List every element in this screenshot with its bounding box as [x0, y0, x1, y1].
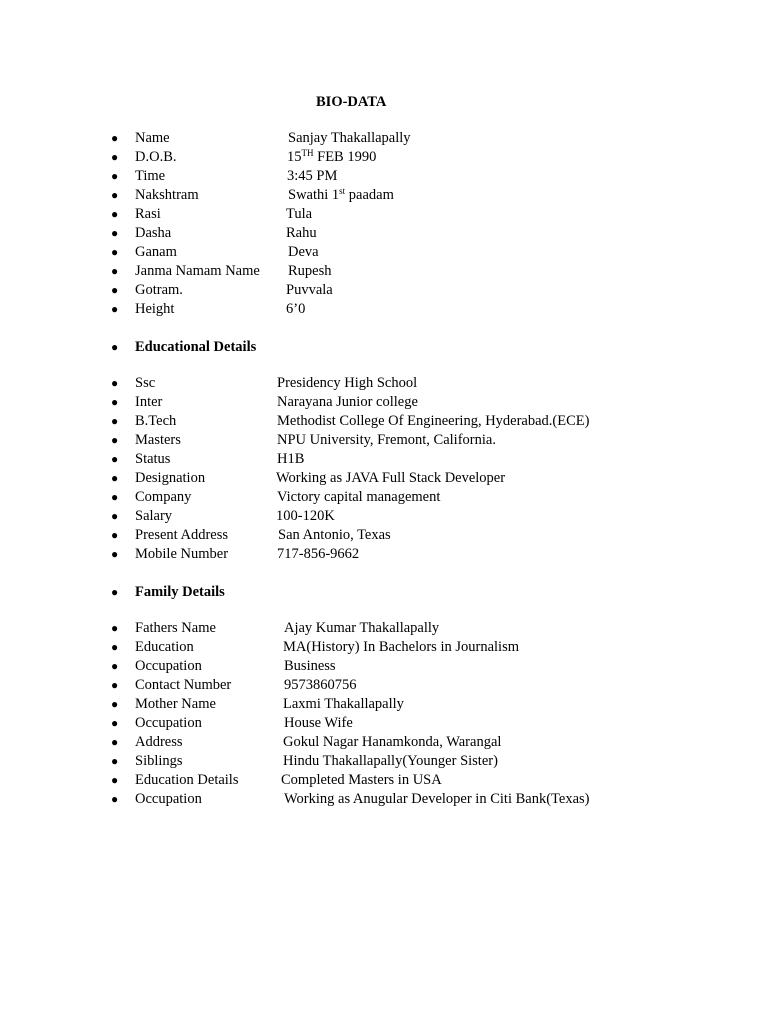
bullet-icon: ● [111, 188, 119, 202]
field-label: Designation [135, 470, 206, 486]
field-value: San Antonio, Texas [278, 527, 391, 543]
field-label: Occupation [135, 658, 202, 674]
field-value: Rahu [286, 225, 317, 241]
bullet-icon: ● [111, 264, 119, 278]
field-value: Victory capital management [277, 489, 441, 505]
field-label: Height [135, 301, 175, 317]
field-label: Occupation [135, 791, 202, 807]
bullet-icon: ● [111, 735, 119, 749]
field-label: Ssc [135, 375, 156, 391]
field-label: Education Details [135, 772, 239, 788]
bullet-icon: ● [111, 547, 119, 561]
bullet-icon: ● [111, 340, 119, 354]
bullet-icon: ● [111, 773, 119, 787]
field-value: 15TH FEB 1990 [287, 148, 377, 165]
bullet-icon: ● [111, 452, 119, 466]
field-value: Deva [288, 244, 319, 260]
field-value: MA(History) In Bachelors in Journalism [283, 639, 519, 655]
field-label: Ganam [135, 244, 177, 260]
field-label: Dasha [135, 225, 172, 241]
field-value: Working as Anugular Developer in Citi Bank(Texas) [284, 791, 590, 807]
field-label: Contact Number [135, 677, 232, 693]
page-title: BIO-DATA [316, 94, 387, 110]
section-heading-label: Educational Details [135, 339, 257, 355]
field-label: D.O.B. [135, 149, 177, 165]
bullet-icon: ● [111, 621, 119, 635]
field-value: 3:45 PM [287, 168, 338, 184]
field-label: Time [135, 168, 166, 184]
field-label: Company [135, 489, 192, 505]
bullet-icon: ● [111, 792, 119, 806]
field-value: Laxmi Thakallapally [283, 696, 404, 712]
section-heading-label: Family Details [135, 584, 225, 600]
field-value: 717-856-9662 [277, 546, 360, 562]
bullet-icon: ● [111, 395, 119, 409]
field-value: Completed Masters in USA [281, 772, 442, 788]
field-label: Status [135, 451, 171, 467]
bullet-icon: ● [111, 471, 119, 485]
bullet-icon: ● [111, 509, 119, 523]
field-label: B.Tech [135, 413, 177, 429]
field-label: Nakshtram [135, 187, 199, 203]
field-value: Business [284, 658, 336, 674]
bullet-icon: ● [111, 640, 119, 654]
field-value: NPU University, Fremont, California. [277, 432, 496, 448]
bullet-icon: ● [111, 414, 119, 428]
field-value: Ajay Kumar Thakallapally [284, 620, 440, 636]
field-value: Gokul Nagar Hanamkonda, Warangal [283, 734, 502, 750]
bullet-icon: ● [111, 169, 119, 183]
bullet-icon: ● [111, 433, 119, 447]
field-value: Presidency High School [277, 375, 418, 391]
field-value: 6’0 [286, 301, 306, 317]
field-label: Gotram. [135, 282, 183, 298]
field-label: Inter [135, 394, 163, 410]
bullet-icon: ● [111, 302, 119, 316]
field-label: Present Address [135, 527, 229, 543]
field-value: Rupesh [288, 263, 332, 279]
field-label: Salary [135, 508, 173, 524]
field-value: Puvvala [286, 282, 333, 298]
field-label: Address [135, 734, 183, 750]
bullet-icon: ● [111, 283, 119, 297]
bullet-icon: ● [111, 150, 119, 164]
field-value: Hindu Thakallapally(Younger Sister) [283, 753, 498, 769]
field-label: Occupation [135, 715, 202, 731]
bullet-icon: ● [111, 245, 119, 259]
field-value: 100-120K [276, 508, 335, 524]
bullet-icon: ● [111, 490, 119, 504]
bullet-icon: ● [111, 585, 119, 599]
bullet-icon: ● [111, 754, 119, 768]
field-value: House Wife [284, 715, 353, 731]
bullet-icon: ● [111, 528, 119, 542]
field-value: Working as JAVA Full Stack Developer [276, 470, 506, 486]
field-label: Masters [135, 432, 181, 448]
field-value: Narayana Junior college [277, 394, 418, 410]
field-label: Janma Namam Name [135, 263, 260, 279]
bullet-icon: ● [111, 226, 119, 240]
field-value: Methodist College Of Engineering, Hyderabad.(ECE) [277, 413, 590, 429]
field-value: Swathi 1st paadam [288, 186, 394, 203]
bullet-icon: ● [111, 659, 119, 673]
bullet-icon: ● [111, 207, 119, 221]
field-label: Fathers Name [135, 620, 216, 636]
field-label: Mobile Number [135, 546, 229, 562]
field-value: 9573860756 [284, 677, 357, 693]
bullet-icon: ● [111, 131, 119, 145]
field-label: Education [135, 639, 194, 655]
field-label: Siblings [135, 753, 183, 769]
field-label: Mother Name [135, 696, 216, 712]
bullet-icon: ● [111, 376, 119, 390]
field-value: H1B [277, 451, 305, 467]
field-label: Rasi [135, 206, 161, 222]
field-value: Tula [286, 206, 313, 222]
bullet-icon: ● [111, 716, 119, 730]
bullet-icon: ● [111, 697, 119, 711]
field-label: Name [135, 130, 170, 146]
field-value: Sanjay Thakallapally [288, 130, 411, 146]
bullet-icon: ● [111, 678, 119, 692]
